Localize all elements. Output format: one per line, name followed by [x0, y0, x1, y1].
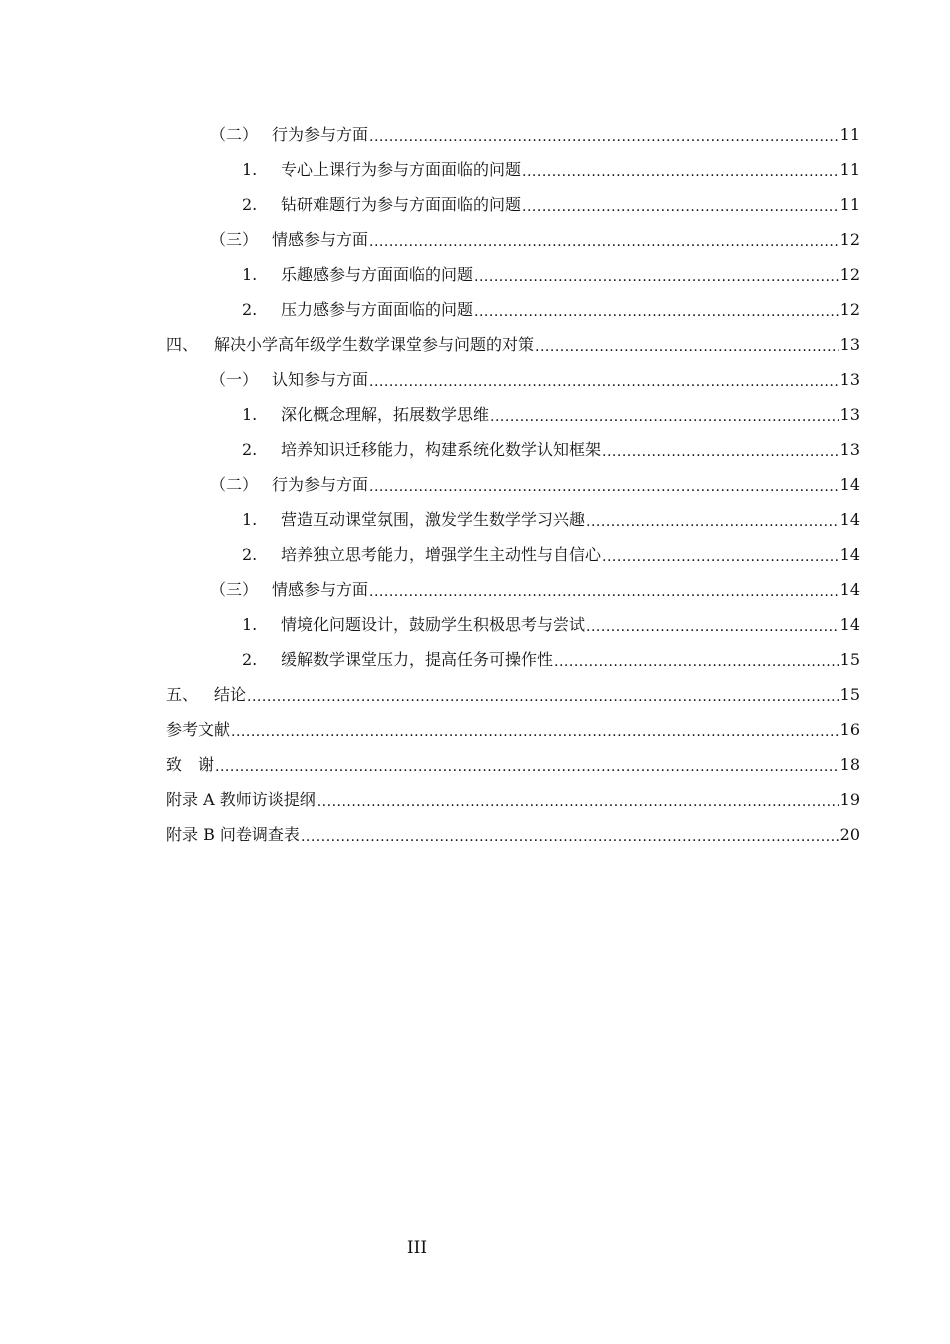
dot-leader [301, 825, 839, 845]
toc-entry-number: 2. [242, 440, 258, 459]
dot-leader [522, 160, 839, 180]
toc-entry[interactable] [166, 670, 860, 705]
table-of-contents [166, 110, 860, 845]
toc-entry-title: 营造互动课堂氛围，激发学生数学学习兴趣 [281, 510, 586, 529]
toc-entry[interactable] [166, 355, 860, 390]
toc-entry-title: 行为参与方面 [272, 475, 369, 494]
toc-entry-page: 13 [839, 405, 860, 424]
toc-entry-title: 行为参与方面 [272, 125, 369, 144]
toc-entry[interactable] [166, 530, 860, 565]
dot-leader [317, 790, 839, 810]
dot-leader [215, 755, 839, 775]
toc-entry-page: 20 [839, 825, 860, 844]
toc-entry-title: 认知参与方面 [272, 370, 369, 389]
toc-entry-title: 结论 [214, 685, 247, 704]
toc-entry-title: 压力感参与方面面临的问题 [281, 300, 474, 319]
toc-entry-title: 培养独立思考能力，增强学生主动性与自信心 [281, 545, 602, 564]
toc-entry[interactable] [166, 635, 860, 670]
toc-entry-title: 情感参与方面 [272, 230, 369, 249]
dot-leader [602, 545, 839, 565]
dot-leader [474, 300, 839, 320]
toc-entry-number: （三） [210, 580, 259, 599]
toc-entry-title: 附录 A 教师访谈提纲 [166, 790, 316, 809]
toc-entry-page: 14 [839, 580, 860, 599]
dot-leader [369, 475, 839, 495]
toc-entry-page: 14 [839, 475, 860, 494]
toc-entry[interactable] [166, 600, 860, 635]
toc-entry[interactable] [166, 495, 860, 530]
dot-leader [490, 405, 839, 425]
toc-entry-title: 钻研难题行为参与方面面临的问题 [281, 195, 522, 214]
dot-leader [231, 720, 839, 740]
toc-entry-page: 12 [839, 265, 860, 284]
toc-entry-page: 13 [839, 335, 860, 354]
toc-entry[interactable] [166, 180, 860, 215]
toc-entry-page: 16 [839, 720, 860, 739]
toc-entry-title: 培养知识迁移能力，构建系统化数学认知框架 [281, 440, 602, 459]
toc-entry-title: 情境化问题设计，鼓励学生积极思考与尝试 [281, 615, 586, 634]
toc-entry[interactable] [166, 250, 860, 285]
dot-leader [474, 265, 839, 285]
toc-entry[interactable] [166, 740, 860, 775]
dot-leader [369, 125, 839, 145]
toc-entry-title: 深化概念理解，拓展数学思维 [281, 405, 490, 424]
dot-leader [369, 580, 839, 600]
toc-entry-number: 1. [242, 265, 258, 284]
toc-entry[interactable] [166, 110, 860, 145]
toc-entry[interactable] [166, 775, 860, 810]
toc-entry[interactable] [166, 810, 860, 845]
toc-entry[interactable] [166, 145, 860, 180]
toc-entry-page: 13 [839, 440, 860, 459]
toc-entry[interactable] [166, 390, 860, 425]
toc-entry-page: 11 [839, 125, 860, 144]
dot-leader [369, 370, 839, 390]
dot-leader [554, 650, 839, 670]
toc-entry-page: 14 [839, 545, 860, 564]
toc-entry-number: （一） [210, 370, 259, 389]
toc-entry-title: 情感参与方面 [272, 580, 369, 599]
toc-entry[interactable] [166, 320, 860, 355]
toc-entry-number: 2. [242, 650, 258, 669]
toc-entry[interactable] [166, 215, 860, 250]
toc-entry-page: 12 [839, 230, 860, 249]
dot-leader [369, 230, 839, 250]
toc-entry-page: 13 [839, 370, 860, 389]
toc-entry-page: 11 [839, 160, 860, 179]
toc-entry-title: 乐趣感参与方面面临的问题 [281, 265, 474, 284]
toc-entry-page: 15 [839, 650, 860, 669]
page-number: III [406, 1238, 428, 1258]
toc-entry[interactable] [166, 705, 860, 740]
toc-entry-title: 解决小学高年级学生数学课堂参与问题的对策 [214, 335, 535, 354]
toc-entry-number: 2. [242, 545, 258, 564]
dot-leader [247, 685, 839, 705]
toc-entry-page: 12 [839, 300, 860, 319]
toc-entry-number: （二） [210, 475, 259, 494]
toc-entry-page: 14 [839, 510, 860, 529]
toc-entry[interactable] [166, 285, 860, 320]
toc-entry[interactable] [166, 460, 860, 495]
dot-leader [586, 510, 839, 530]
toc-entry-number: （三） [210, 230, 259, 249]
toc-entry-number: 1. [242, 160, 258, 179]
toc-entry-number: 四、 [166, 335, 199, 354]
toc-entry-title: 缓解数学课堂压力，提高任务可操作性 [281, 650, 554, 669]
dot-leader [535, 335, 839, 355]
dot-leader [522, 195, 839, 215]
toc-entry-title: 附录 B 问卷调查表 [166, 825, 300, 844]
toc-entry-number: 1. [242, 405, 258, 424]
toc-entry-title: 参考文献 [166, 720, 231, 739]
toc-entry-page: 18 [839, 755, 860, 774]
toc-entry-title: 专心上课行为参与方面面临的问题 [281, 160, 522, 179]
toc-entry-page: 14 [839, 615, 860, 634]
toc-entry-page: 11 [839, 195, 860, 214]
toc-entry[interactable] [166, 425, 860, 460]
toc-entry-number: 1. [242, 615, 258, 634]
dot-leader [602, 440, 839, 460]
toc-entry-number: 1. [242, 510, 258, 529]
toc-entry[interactable] [166, 565, 860, 600]
toc-entry-title: 致 谢 [166, 755, 215, 774]
toc-entry-number: （二） [210, 125, 259, 144]
toc-entry-page: 19 [839, 790, 860, 809]
toc-entry-number: 2. [242, 300, 258, 319]
toc-entry-page: 15 [839, 685, 860, 704]
toc-entry-number: 五、 [166, 685, 199, 704]
toc-entry-number: 2. [242, 195, 258, 214]
dot-leader [586, 615, 839, 635]
